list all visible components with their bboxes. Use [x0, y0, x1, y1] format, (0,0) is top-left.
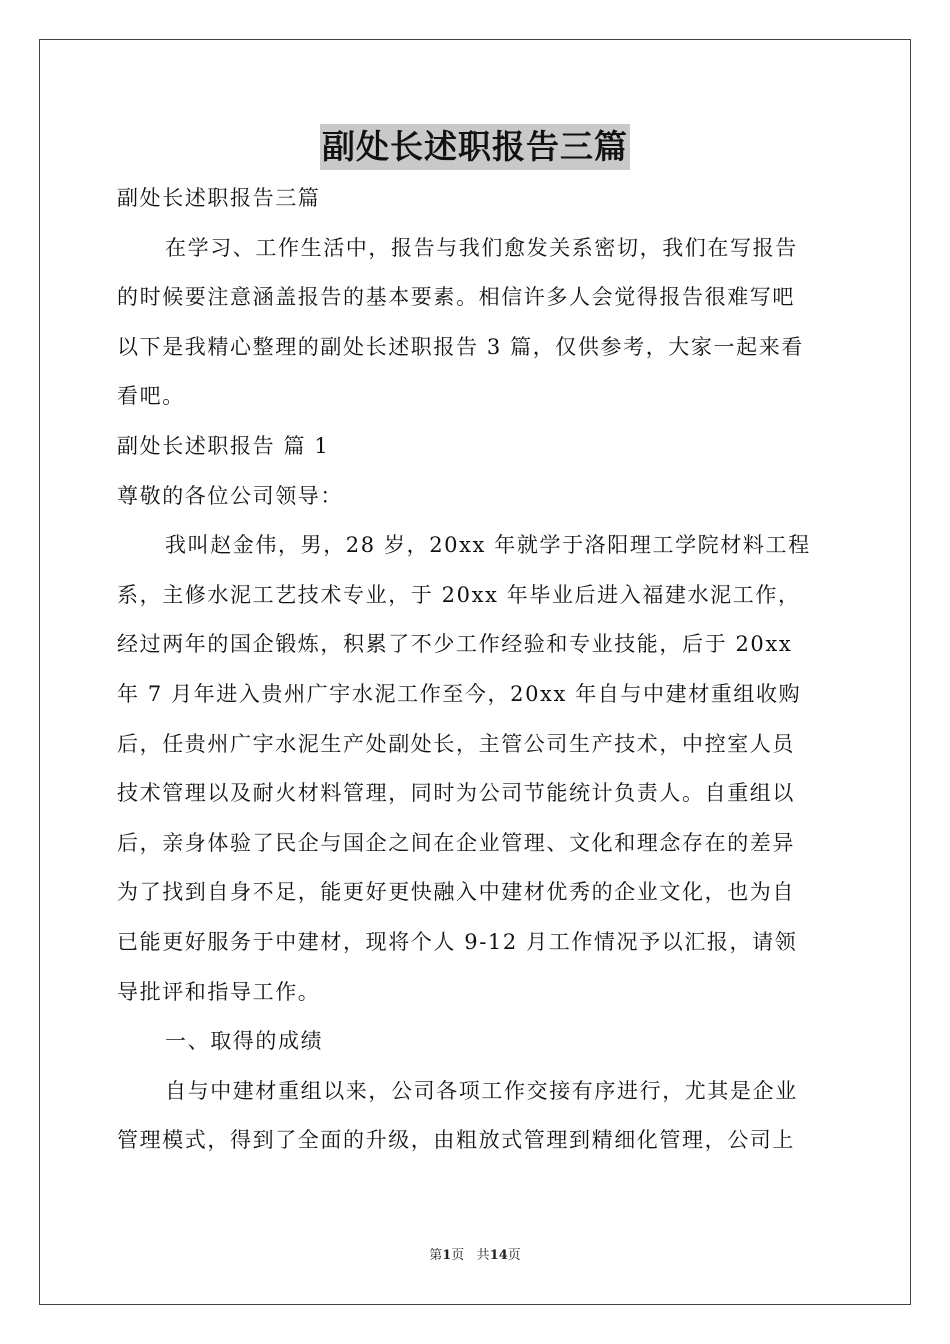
text-line: 我叫赵金伟，男，28 岁，20xx 年就学于洛阳理工学院材料工程	[165, 533, 811, 558]
text-line: 副处长述职报告三篇	[117, 186, 321, 210]
text-line: 的时候要注意涵盖报告的基本要素。相信许多人会觉得报告很难写吧	[117, 285, 795, 310]
document-title: 副处长述职报告三篇	[320, 124, 630, 170]
text-line: 系，主修水泥工艺技术专业，于 20xx 年毕业后进入福建水泥工作，	[117, 582, 801, 607]
text-line: 以下是我精心整理的副处长述职报告 3 篇，仅供参考，大家一起来看	[117, 334, 804, 359]
footer-total-pages: 14	[489, 1248, 508, 1263]
text-line: 副处长述职报告 篇 1	[117, 433, 330, 458]
text-line: 管理模式，得到了全面的升级，由粗放式管理到精细化管理，公司上	[117, 1128, 795, 1153]
text-line: 已能更好服务于中建材，现将个人 9-12 月工作情况予以汇报，请领	[117, 929, 798, 954]
text-line: 尊敬的各位公司领导：	[117, 483, 343, 508]
text-line: 后，亲身体验了民企与国企之间在企业管理、文化和理念存在的差异	[117, 830, 795, 855]
title-area	[0, 124, 950, 170]
text-line: 看吧。	[117, 384, 185, 409]
text-line: 导批评和指导工作。	[117, 979, 321, 1004]
text-line: 后，任贵州广宇水泥生产处副处长，主管公司生产技术，中控室人员	[117, 731, 795, 756]
text-line: 年 7 月年进入贵州广宇水泥工作至今，20xx 年自与中建材重组收购	[117, 681, 802, 706]
footer-total-prefix: 共	[476, 1248, 490, 1263]
text-line: 为了找到自身不足，能更好更快融入中建材优秀的企业文化，也为自	[117, 880, 795, 905]
page-footer	[0, 1244, 950, 1263]
text-line: 一、取得的成绩	[165, 1029, 324, 1054]
text-line: 技术管理以及耐火材料管理，同时为公司节能统计负责人。自重组以	[117, 781, 795, 806]
footer-prefix: 第	[429, 1248, 443, 1263]
text-line: 经过两年的国企锻炼，积累了不少工作经验和专业技能，后于 20xx	[117, 632, 793, 657]
footer-total-suffix: 页	[507, 1248, 521, 1263]
text-line: 在学习、工作生活中，报告与我们愈发关系密切，我们在写报告	[165, 235, 798, 260]
footer-page-suffix: 页	[451, 1248, 465, 1263]
document-body	[117, 174, 833, 1166]
footer-page-number: 1	[442, 1248, 452, 1263]
text-line: 自与中建材重组以来，公司各项工作交接有序进行，尤其是企业	[165, 1078, 798, 1103]
